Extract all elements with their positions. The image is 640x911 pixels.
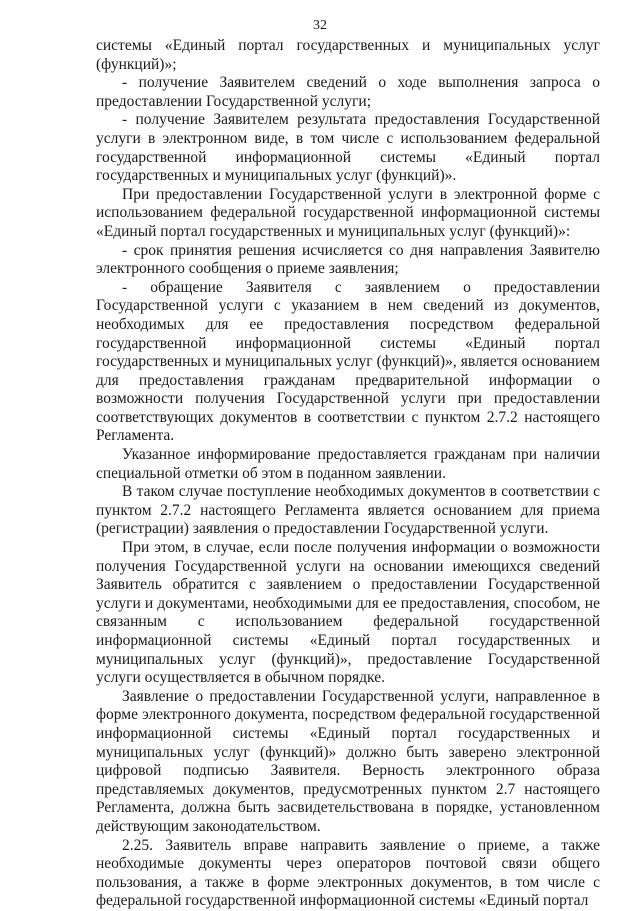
- list-item-request-status: - получение Заявителем сведений о ходе выполнения запроса о предоставлении Государственной услуги;: [96, 74, 600, 110]
- list-item-decision-term: - срок принятия решения исчисляется со дня направления Заявителю электронного сообщения о приеме заявления;: [96, 241, 600, 278]
- list-item-service-result: - получение Заявителем результата предоставления Государственной услуги в электронном виде, в том числе с использованием федеральной государственной информационной системы «Единый портал государственных и муниципальных услуг (функций)».: [96, 111, 600, 185]
- paragraph-electronic-signature: Заявление о предоставлении Государственной услуги, направленное в форме электронного документа, посредством федеральной государственной информационной системы «Единый портал государственных и муниципальных услуг (функций)» должно быть заверено электронной цифровой подписью Заявителя. Верность электронного образа представляемых документов, предусмотренных пунктом 2.7 настоящего Регламента, должна быть засвидетельствована в порядке, установленном действующим законодательством.: [96, 687, 600, 835]
- list-item-application-appeal: - обращение Заявителя с заявлением о предоставлении Государственной услуги с указанием в нем сведений из документов, необходимых для ее предоставления посредством федеральной государственной информационной системы «Единый портал государственных и муниципальных услуг (функций)», является основанием для предоставления гражданам предварительной информации о возможности получения Государственной услуги при предоставлении соответствующих документов в соответствии с пунктом 2.7.2 настоящего Регламента.: [96, 278, 600, 445]
- paragraph-electronic-form: При предоставлении Государственной услуги в электронной форме с использованием федеральной государственной информационной системы «Единый портал государственных и муниципальных услуг (функций)»:: [96, 185, 600, 240]
- paragraph-ordinary-procedure: При этом, в случае, если после получения информации о возможности получения Государственной услуги на основании имеющихся сведений Заявитель обратится с заявлением о предоставлении Государственной услуги и документами, необходимыми для ее предоставления, способом, не связанным с использованием федеральной государственной информационной системы «Единый портал государственных и муниципальных услуг (функций)», предоставление Государственной услуги осуществляется в обычном порядке.: [96, 539, 600, 687]
- paragraph-continuation: системы «Единый портал государственных и муниципальных услуг (функций)»;: [96, 37, 600, 73]
- page-number: 32: [313, 18, 327, 33]
- document-body: [96, 37, 600, 911]
- paragraph-section-2-25: 2.25. Заявитель вправе направить заявление о приеме, а также необходимые документы через операторов почтовой связи общего пользования, а также в форме электронных документов, в том числе с федеральной государственной информационной системы «Единый портал: [96, 836, 600, 910]
- paragraph-informing: Указанное информирование предоставляется гражданам при наличии специальной отметки об этом в поданном заявлении.: [96, 446, 600, 482]
- paragraph-documents-receipt: В таком случае поступление необходимых документов в соответствии с пунктом 2.7.2 настоящего Регламента является основанием для приема (регистрации) заявления о предоставлении Государственной услуги.: [96, 483, 600, 538]
